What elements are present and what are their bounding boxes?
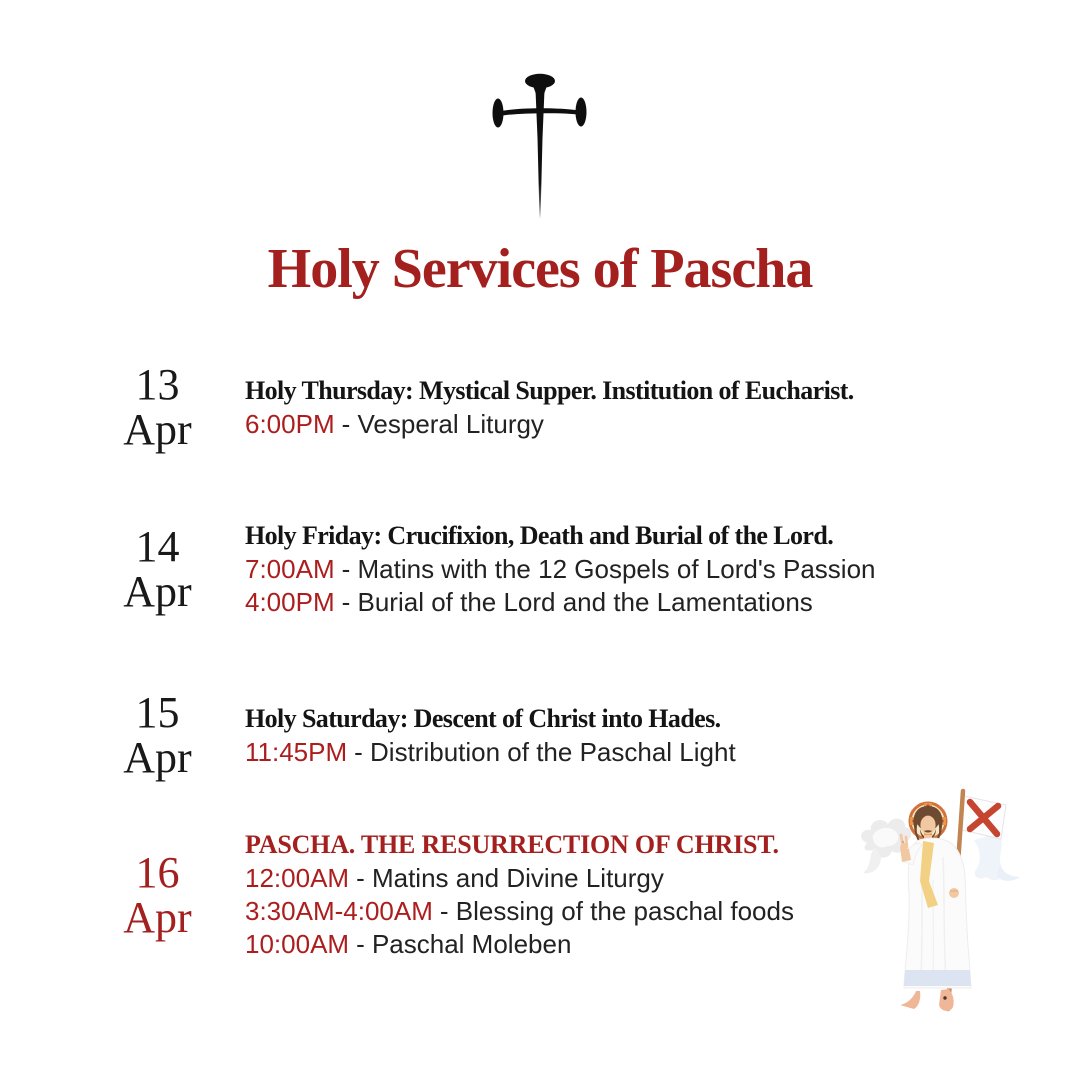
date-badge: [70, 847, 245, 942]
service-desc: - Burial of the Lord and the Lamentations: [341, 587, 813, 617]
date-day: 16: [135, 847, 180, 897]
service-time: 6:00PM: [245, 408, 335, 439]
date-month: Apr: [123, 892, 192, 942]
service-time: 7:00AM: [245, 554, 335, 584]
service-line: [245, 736, 1050, 769]
service-desc: - Matins with the 12 Gospels of Lord's Passion: [341, 554, 876, 584]
schedule-row-13-apr: [70, 362, 1050, 452]
service-time: 11:45PM: [245, 736, 348, 767]
service-line: [245, 586, 1050, 619]
day-heading: Holy Saturday: Descent of Christ into Hades.: [245, 703, 721, 733]
date-badge: [70, 524, 245, 614]
service-time: 4:00PM: [245, 587, 335, 617]
day-heading: PASCHA. THE RESURRECTION OF CHRIST.: [245, 830, 779, 859]
service-desc: - Paschal Moleben: [356, 929, 572, 959]
service-time: 3:30AM-4:00AM: [245, 896, 433, 926]
service-line: [245, 553, 1050, 586]
page-title: Holy Services of Pascha: [267, 238, 813, 300]
cross-of-nails-icon: [485, 60, 595, 225]
date-badge: [70, 690, 245, 780]
date-day: 13: [135, 360, 180, 409]
service-desc: - Distribution of the Paschal Light: [354, 736, 736, 767]
service-desc: - Blessing of the paschal foods: [439, 896, 794, 926]
day-heading: Holy Friday: Crucifixion, Death and Burial of the Lord.: [245, 521, 834, 550]
day-heading: Holy Thursday: Mystical Supper. Institution of Eucharist.: [245, 375, 854, 405]
service-desc: - Matins and Divine Liturgy: [356, 863, 664, 893]
service-desc: - Vesperal Liturgy: [341, 408, 544, 439]
service-time: 12:00AM: [245, 863, 350, 893]
date-month: Apr: [123, 567, 192, 616]
date-badge: [70, 362, 245, 452]
risen-christ-illustration: [853, 785, 1030, 1020]
schedule-row-15-apr: [70, 690, 1050, 780]
date-month: Apr: [123, 405, 192, 454]
date-month: Apr: [123, 733, 192, 782]
service-time: 10:00AM: [245, 929, 350, 959]
date-day: 15: [135, 688, 180, 737]
schedule-row-14-apr: [70, 519, 1050, 619]
service-line: [245, 408, 1050, 441]
date-day: 14: [135, 522, 180, 571]
